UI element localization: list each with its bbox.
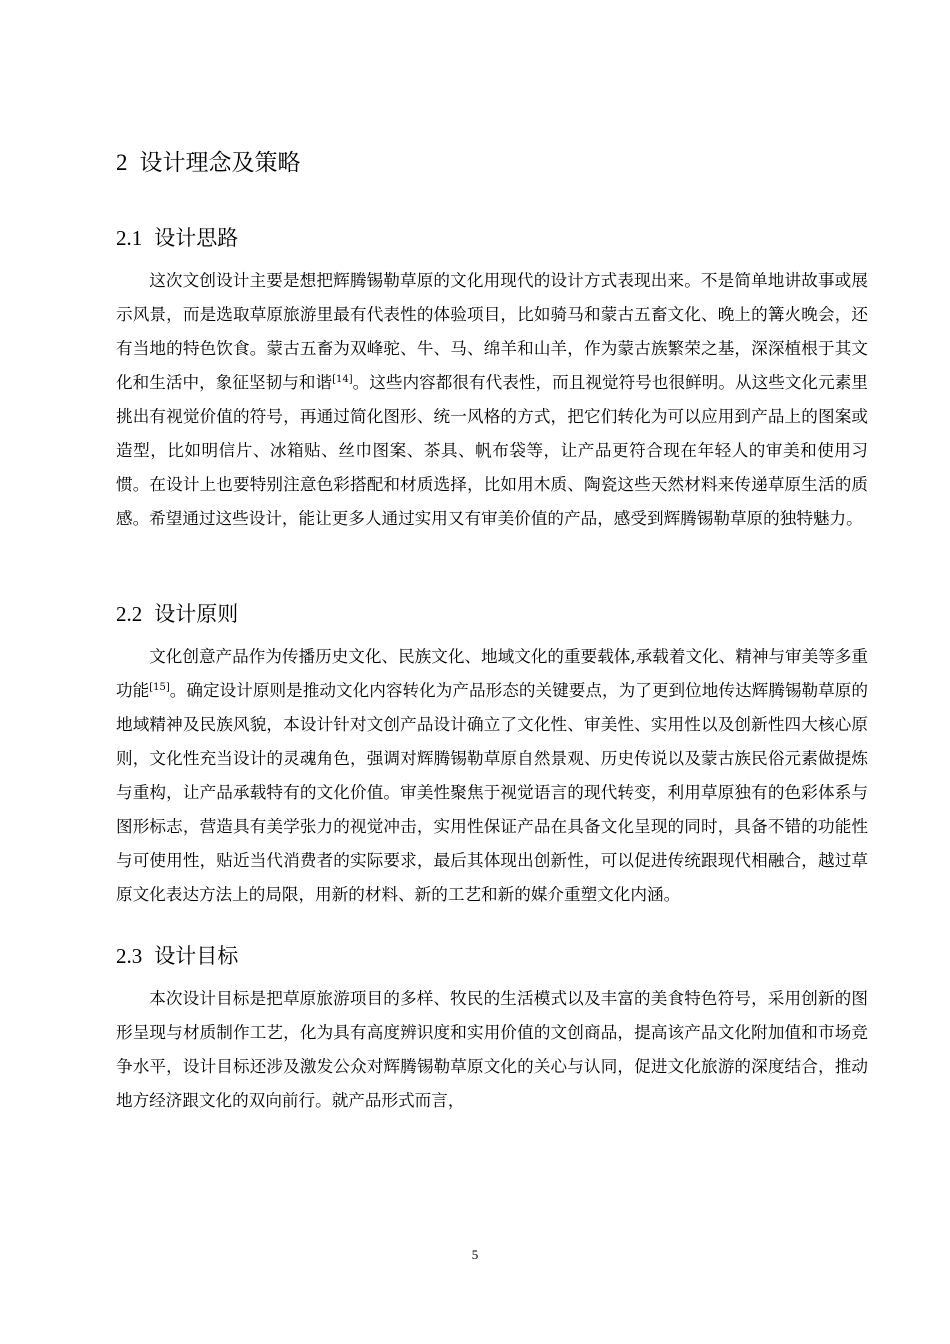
paragraph-design-goals: 本次设计目标是把草原旅游项目的多样、牧民的生活模式以及丰富的美食特色符号，采用创新的图形呈现与材质制作工艺，化为具有高度辨识度和实用价值的文创商品，提高该产品文化附加值和市场竞争水平，设计目标还涉及激发公众对辉腾锡勒草原文化的关心与认同，促进文化旅游的深度结合，推动地方经济跟文化的双向前行。就产品形式而言， (116, 989, 868, 1110)
section-number: 2.2 (116, 602, 143, 626)
page-number: 5 (471, 1247, 479, 1262)
chapter-number: 2 (116, 150, 128, 175)
section-title: 设计原则 (154, 602, 239, 626)
section-heading-2-2 (116, 598, 238, 630)
section-title: 设计目标 (154, 944, 239, 968)
section-number: 2.1 (116, 226, 143, 250)
section-heading-2-1 (116, 222, 238, 254)
chapter-title: 设计理念及策略 (139, 150, 301, 176)
chapter-heading (116, 146, 301, 180)
section-heading-2-3 (116, 940, 238, 972)
paragraph-design-ideas: 这次文创设计主要是想把辉腾锡勒草原的文化用现代的设计方式表现出来。不是简单地讲故事或展示风景，而是选取草原旅游里最有代表性的体验项目，比如骑马和蒙古五畜文化、晚上的篝火晚会，还有当地的特色饮食。蒙古五畜为双峰驼、牛、马、绵羊和山羊，作为蒙古族繁荣之基，深深植根于其文化和生活中，象征坚韧与和谐[14]。这些内容都很有代表性，而且视觉符号也很鲜明。从这些文化元素里挑出有视觉价值的符号，再通过简化图形、统一风格的方式，把它们转化为可以应用到产品上的图案或造型，比如明信片、冰箱贴、丝巾图案、茶具、帆布袋等，让产品更符合现在年轻人的审美和使用习惯。在设计上也要特别注意色彩搭配和材质选择，比如用木质、陶瓷这些天然材料来传递草原生活的质感。希望通过这些设计，能让更多人通过实用又有审美价值的产品，感受到辉腾锡勒草原的独特魅力。 (116, 271, 869, 528)
citation-ref: [14] (332, 374, 353, 385)
paragraph-design-principles: 文化创意产品作为传播历史文化、民族文化、地域文化的重要载体,承载着文化、精神与审美等多重功能[15]。确定设计原则是推动文化内容转化为产品形态的关键要点，为了更到位地传达辉腾锡勒草原的地域精神及民族风貌，本设计针对文创产品设计确立了文化性、审美性、实用性以及创新性四大核心原则，文化性充当设计的灵魂角色，强调对辉腾锡勒草原自然景观、历史传说以及蒙古族民俗元素做提炼与重构，让产品承载特有的文化价值。审美性聚焦于视觉语言的现代转变，利用草原独有的色彩体系与图形标志，营造具有美学张力的视觉冲击，实用性保证产品在具备文化呈现的同时，具备不错的功能性与可使用性，贴近当代消费者的实际要求，最后其体现出创新性，可以促进传统跟现代相融合，越过草原文化表达方法上的局限，用新的材料、新的工艺和新的媒介重塑文化内涵。 (116, 647, 868, 904)
section-number: 2.3 (116, 944, 143, 968)
citation-ref: [15] (149, 682, 170, 693)
section-title: 设计思路 (154, 226, 239, 250)
